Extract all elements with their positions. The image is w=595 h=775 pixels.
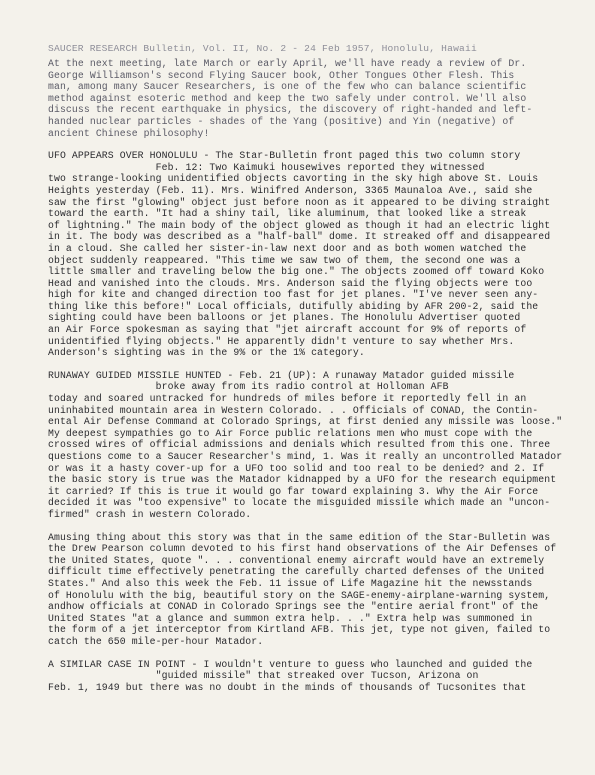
text-line: "guided missile" that streaked over Tucson, Arizona on	[48, 670, 479, 682]
text-line: the basic story is true was the Matador kidnapped by a UFO for the research equipment	[48, 474, 557, 486]
text-line: it carried? If this is true it would go far toward explaining 3. Why the Air Force	[48, 485, 539, 497]
paragraph-gap	[48, 648, 560, 659]
text-line: decided it was "too expensive" to locate the misguided missile which made an "uncon-	[48, 497, 551, 509]
text-line: ental Air Defense Command at Colorado Springs, at first denied any missile was loose."	[48, 416, 563, 428]
paragraph-gap	[48, 359, 560, 370]
text-line: the form of a jet interceptor from Kirtland AFB. This jet, type not given, failed to	[48, 624, 551, 636]
text-line: the United States, quote ". . . conventional enemy aircraft would have an extremely	[48, 554, 545, 566]
text-line: George Williamson's second Flying Saucer book, Other Tongues Other Flesh. This	[48, 69, 515, 81]
text-line: Anderson's sighting was in the 9% or the 1% category.	[48, 347, 365, 359]
text-line: questions come to a Saucer Researcher's mind, 1. Was it really an uncontrolled Matador	[48, 451, 563, 462]
text-line: States." And also this week the Feb. 11 issue of Life Magazine hit the newsstands	[48, 577, 533, 589]
text-line: Head and vanished into the clouds. Mrs. Anderson said the flying objects were too	[48, 277, 533, 289]
text-line: discuss the recent earthquake in physics, the discovery of right-handed and left-	[48, 104, 533, 116]
text-line: crossed wires of official admissions and denials which resulted from this one. Three	[48, 439, 551, 451]
text-line: an Air Force spokesman as saying that "jet aircraft account for 9% of reports of	[48, 324, 527, 336]
text-line: in a cloud. She called her sister-in-law next door and as both women watched the	[48, 242, 527, 254]
bulletin-header: SAUCER RESEARCH Bulletin, Vol. II, No. 2 - 24 Feb 1957, Honolulu, Hawaii	[48, 43, 477, 54]
text-line: of lightning." The main body of the object glowed as though it had an electric light	[48, 219, 551, 231]
text-line: catch the 650 mile-per-hour Matador.	[48, 635, 264, 647]
text-line: Feb. 1, 1949 but there was no doubt in the minds of thousands of Tucsonites that	[48, 681, 527, 693]
text-line: of Honolulu with the big, beautiful story on the SAGE-enemy-airplane-warning system,	[48, 589, 551, 601]
text-line: United States "at a glance and summon extra help. . ." Extra help was summoned in	[48, 612, 533, 624]
text-line: firmed" crash in western Colorado.	[48, 508, 252, 520]
paragraph-intro	[48, 58, 560, 139]
text-line: thing like this before!" Local officials, dutifully abiding by AFR 200-2, said the	[48, 300, 539, 312]
text-line: Heights yesterday (Feb. 11). Mrs. Winifred Anderson, 3365 Maunaloa Ave., said she	[48, 184, 533, 196]
text-line: two strange-looking unidentified objects cavorting in the sky high above St. Louis	[48, 173, 539, 185]
paragraph-amusing	[48, 532, 560, 648]
text-line: My deepest sympathies go to Air Force public relations men who must cope with the	[48, 427, 533, 439]
text-line: At the next meeting, late March or early April, we'll have ready a review of Dr.	[48, 58, 527, 69]
paragraph-runaway-missile	[48, 369, 563, 521]
text-line: or was it a hasty cover-up for a UFO too solid and too real to be denied? and 2. If	[48, 462, 545, 474]
section-heading-line: A SIMILAR CASE IN POINT - I wouldn't venture to guess who launched and guided the	[48, 658, 533, 670]
text-line: saw the first "glowing" object just before noon as it appeared to be diving straight	[48, 196, 551, 208]
text-line: handed nuclear particles - shades of the Yang (positive) and Yin (negative) of	[48, 115, 515, 127]
text-line: ancient Chinese philosophy!	[48, 127, 210, 139]
paragraph-gap	[48, 139, 560, 150]
text-line: high for kite and changed direction too fast for jet planes. "I've never seen any-	[48, 289, 539, 301]
text-line: Feb. 12: Two Kaimuki housewives reported they witnessed	[48, 161, 485, 173]
text-line: the Drew Pearson column devoted to his first hand observations of the Air Defenses of	[48, 543, 557, 555]
text-line: broke away from its radio control at Holloman AFB	[48, 381, 449, 393]
paragraph-similar-case	[48, 659, 560, 694]
text-line: andhow officials at CONAD in Colorado Springs see the "entire aerial front" of the	[48, 601, 539, 613]
text-line: man, among many Saucer Researchers, is one of the few who can balance scientific	[48, 81, 527, 93]
text-line: method against esoteric method and keep the two safely under control. We'll also	[48, 92, 527, 104]
section-heading-line: UFO APPEARS OVER HONOLULU - The Star-Bulletin front paged this two column story	[48, 150, 521, 162]
text-line: uninhabited mountain area in Western Colorado. . . Officials of CONAD, the Contin-	[48, 404, 539, 416]
text-line: Amusing thing about this story was that in the same edition of the Star-Bulletin was	[48, 531, 551, 543]
text-line: unidentified flying objects." He apparently didn't venture to say whether Mrs.	[48, 335, 515, 347]
document-body	[48, 58, 563, 693]
text-line: today and soared untracked for hundreds of miles before it reportedly fell in an	[48, 393, 527, 405]
text-line: little smaller and traveling below the big one." The objects zoomed off toward Koko	[48, 266, 545, 278]
text-line: difficult time effectively penetrating the carefully charted defenses of the United	[48, 566, 545, 578]
text-line: toward the earth. "It had a shiny tail, like aluminum, that looked like a streak	[48, 208, 527, 220]
paragraph-ufo-honolulu	[48, 150, 560, 359]
text-line: sighting could have been balloons or jet planes. The Honolulu Advertiser quoted	[48, 312, 521, 324]
section-heading-line: RUNAWAY GUIDED MISSILE HUNTED - Feb. 21 (UP): A runaway Matador guided missile	[48, 369, 515, 381]
text-line: in it. The body was described as a "half-ball" dome. It streaked off and disappeared	[48, 231, 551, 243]
paragraph-gap	[48, 521, 560, 532]
text-line: object suddenly reappeared. "This time we saw two of them, the second one was a	[48, 254, 521, 266]
